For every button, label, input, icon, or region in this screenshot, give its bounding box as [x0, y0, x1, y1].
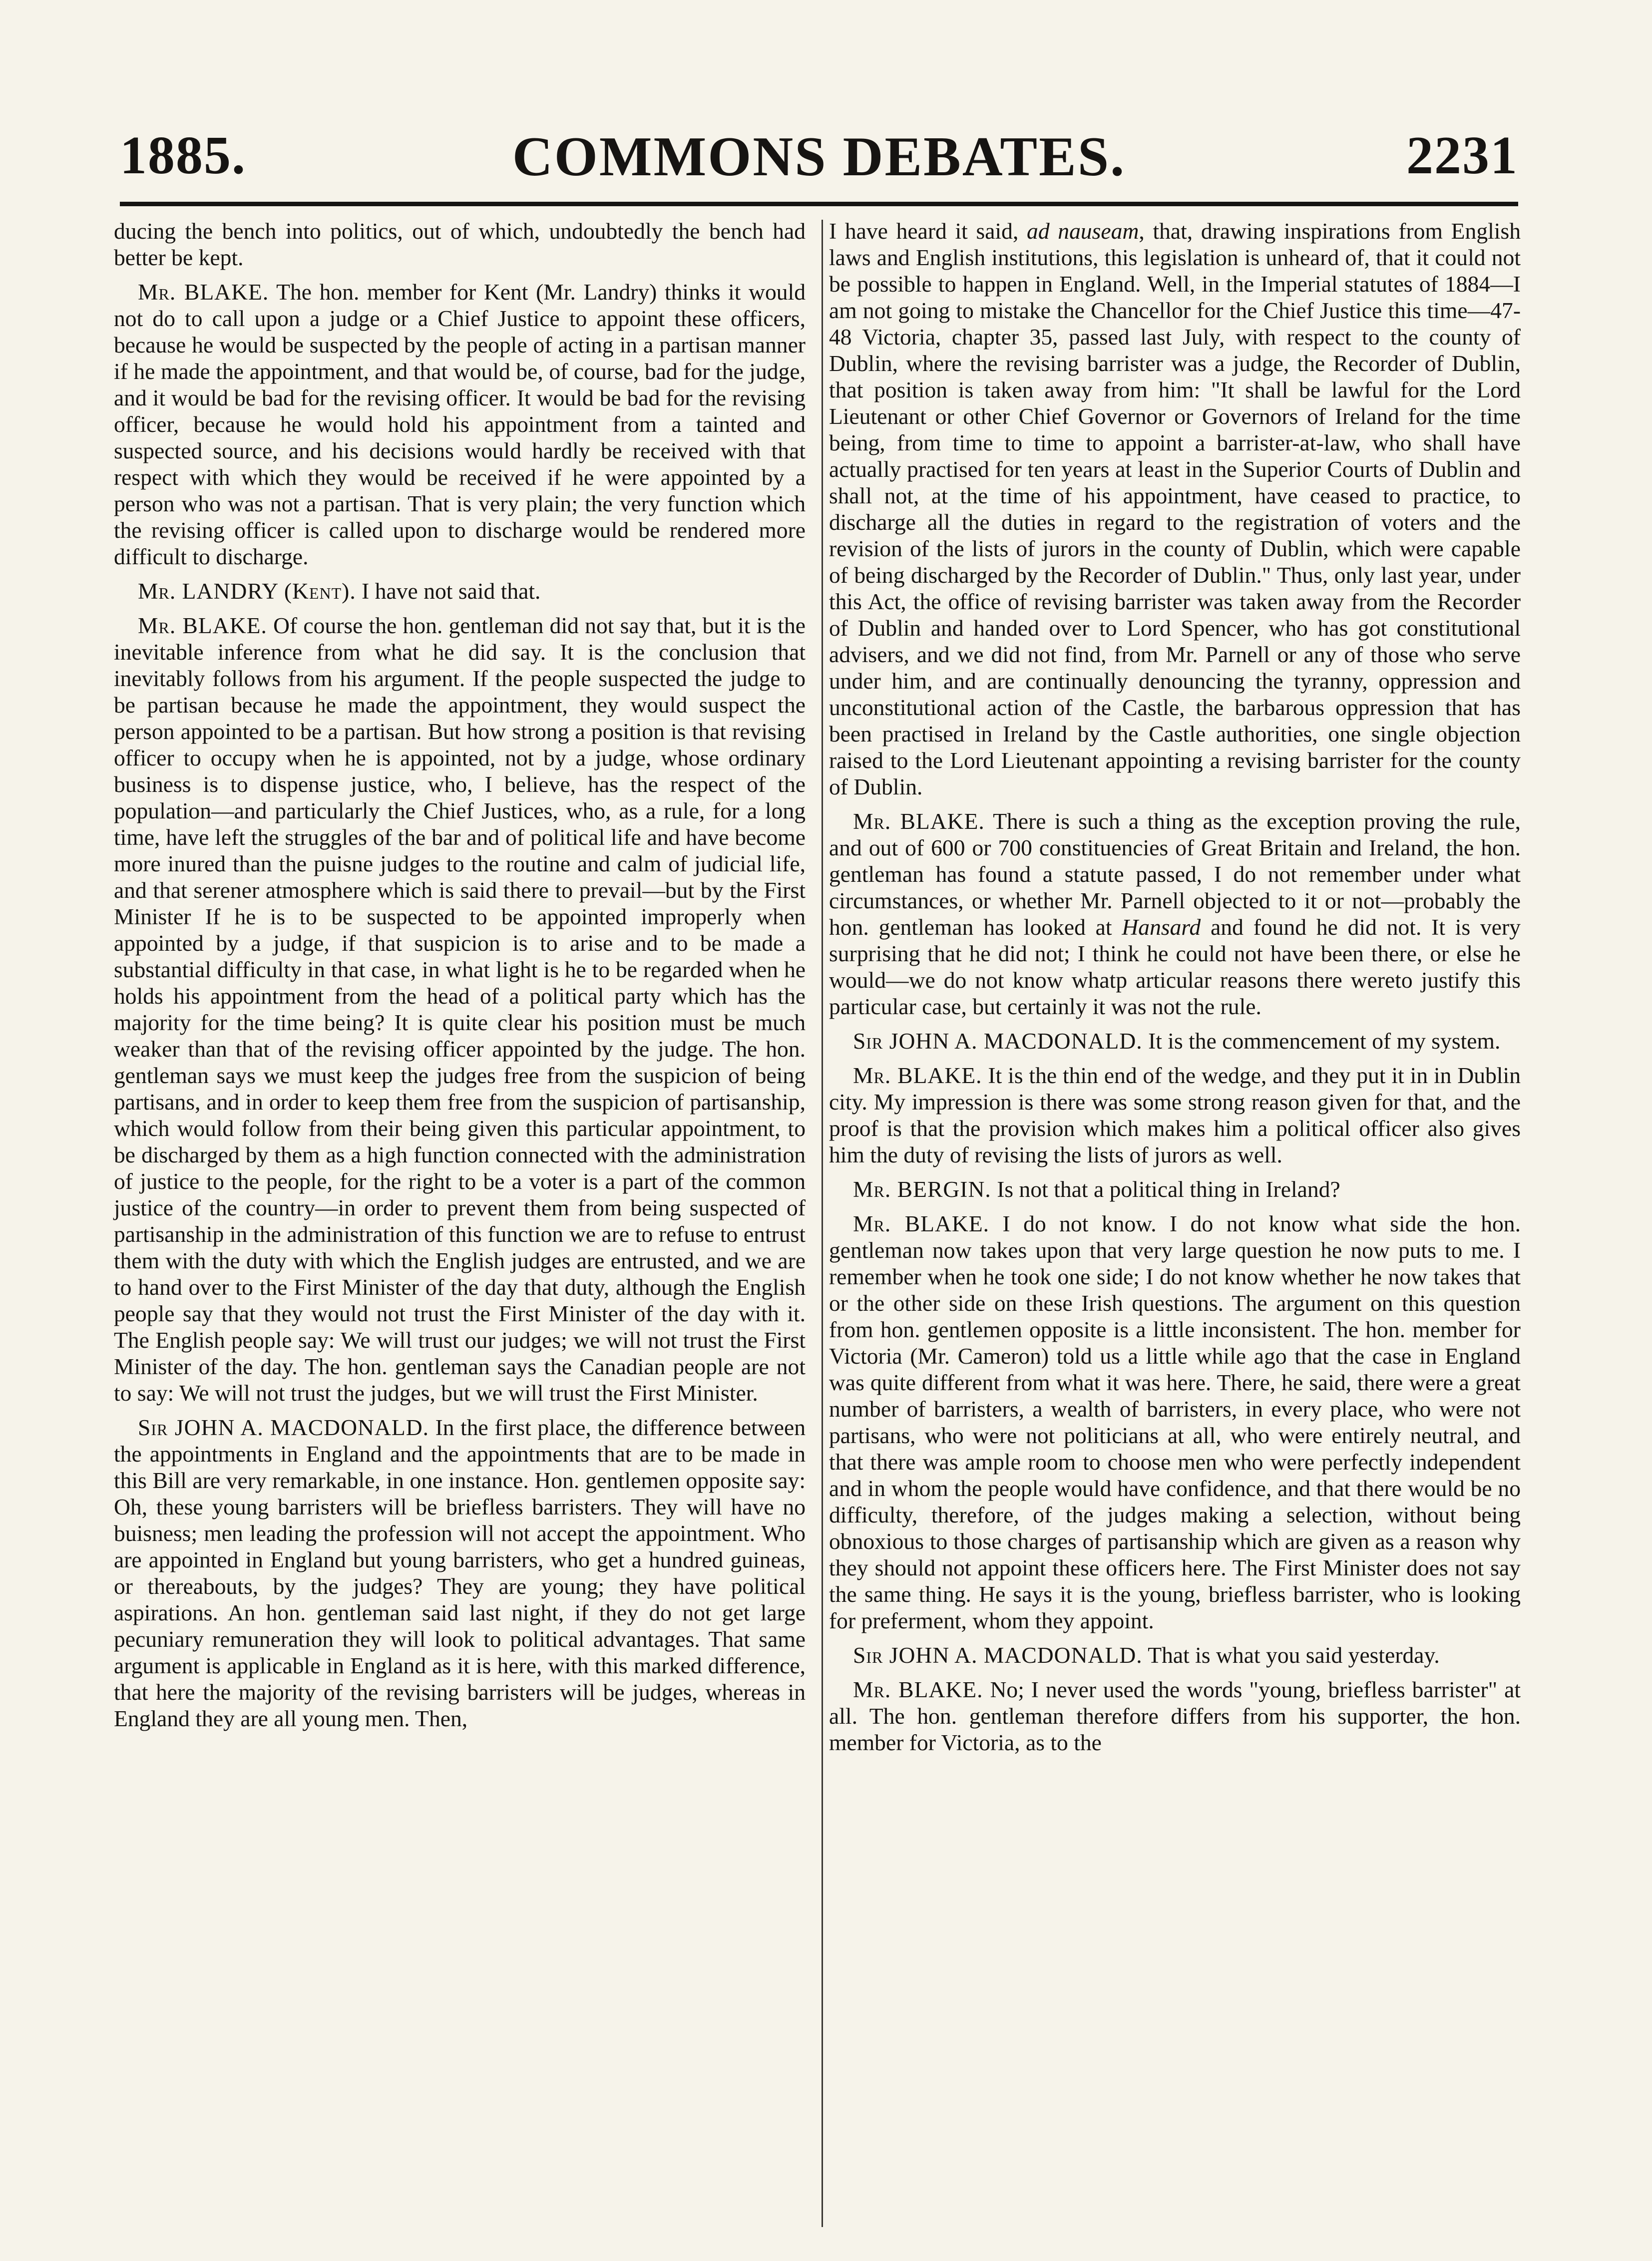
speaker-name: Mr. BLAKE. — [138, 613, 267, 638]
speaker-name: Sir JOHN A. MACDONALD. — [138, 1415, 429, 1440]
speech-text: In the first place, the difference between the appointments in England and the appointments that are to be made in this Bill are very remarkable, in one instance. Hon. gentlemen opposite say: Oh, these young barristers will be briefless barristers. They will have no buisness; men leading the profession will not accept the appointment. Who are appointed in England but young barristers, who get a hundred guineas, or thereabouts, by the judges? They are young; they have political aspirations. An hon. gentleman said last night, if they do not get large pecuniary remuneration they will look to political advantages. That same argument is applicable in England as it is here, with this marked difference, that here the majority of the revising barristers will be judges, whereas in England they are all young men. Then, — [114, 1415, 806, 1731]
header-rule — [120, 202, 1518, 206]
column-separator — [822, 220, 823, 2227]
speaker-name: Mr. BLAKE. — [853, 1677, 983, 1702]
speech-text: No; I never used the words "young, briefless barrister" at all. The hon. gentleman therefore differs from his supporter, the hon. member for Victoria, as to the — [829, 1677, 1521, 1755]
speech-text: It is the thin end of the wedge, and they put it in in Dublin city. My impression is there was some strong reason given for that, and the proof is that the provision which makes him a political officer also gives him the duty of revising the lists of jurors as well. — [829, 1063, 1521, 1167]
speaker-name: Mr. BLAKE. — [853, 1063, 982, 1088]
speech-text: There is such a thing as the exception proving the rule, and out of 600 or 700 constituencies of Great Britain and Ireland, the hon. gentleman has found a statute passed, I do not remember under what circumstances, or whether Mr. Parnell objected to it or not—probably the hon. gentleman has looked at — [829, 808, 1521, 940]
speech-text: I have heard it said, — [829, 218, 1027, 244]
speech-text: ducing the bench into politics, out of which, undoubtedly the bench had better be kept. — [114, 218, 806, 270]
page-number: 2231 — [1406, 126, 1518, 185]
speaker-name: Sir JOHN A. MACDONALD. — [853, 1028, 1143, 1054]
speech-text: I have not said that. — [362, 578, 541, 604]
italic-phrase: ad nauseam — [1027, 218, 1139, 244]
speech-text: and found he did not. It is very surprising that he did not; I think he could not have been there, or else he would—we do not know whatp articular reasons there wereto justify this particular case, but certainly it was not the rule. — [829, 914, 1521, 1019]
speech-text: That is what you said yesterday. — [1148, 1642, 1440, 1668]
header-year: 1885. — [120, 126, 246, 185]
paragraph — [829, 1028, 1521, 1054]
speaker-name: Mr. BLAKE. — [853, 1211, 990, 1236]
speaker-name: Mr. BLAKE. — [138, 279, 269, 305]
speaker-name: Sir JOHN A. MACDONALD. — [853, 1642, 1143, 1668]
speech-text: I do not know. I do not know what side the hon. gentleman now takes upon that very large question he now puts to me. I remember when he took one side; I do not know whether he now takes that or the other side on these Irish questions. The argument on this question from hon. gentlemen opposite is a little inconsistent. The hon. member for Victoria (Mr. Cameron) told us a little while ago that the case in England was quite different from what it was here. There, he said, there were a great number of barristers, a wealth of barristers, in every place, who were not partisans, who were not politicians at all, who were entirely neutral, and that there was ample room to choose men who were perfectly independent and in whom the people would have confidence, and that there would be no difficulty, therefore, of the judges making a selection, without being obnoxious to those charges of partisanship which are given as a reason why they should not appoint these officers here. The First Minister does not say the same thing. He says it is the young, briefless barrister, who is looking for preferment, whom they appoint. — [829, 1211, 1521, 1633]
speaker-name: Mr. BLAKE. — [853, 808, 985, 834]
paragraph — [829, 808, 1521, 1020]
italic-phrase: Hansard — [1122, 914, 1201, 940]
speech-text: The hon. member for Kent (Mr. Landry) thinks it would not do to call upon a judge or a Chief Justice to appoint these officers, because he would be suspected by the people of acting in a partisan manner if he made the appointment, and that would be, of course, bad for the judge, and it would be bad for the revising officer. It would be bad for the revising officer, because he would hold his appointment from a tainted and suspected source, and his decisions would hardly be received with that respect with which they would be received if he were appointed by a person who was not a partisan. That is very plain; the very function which the revising officer is called upon to discharge would be rendered more difficult to discharge. — [114, 279, 806, 569]
page-header — [120, 125, 1518, 195]
paragraph — [829, 1676, 1521, 1756]
speech-text: It is the commencement of my system. — [1148, 1028, 1501, 1054]
paragraph — [114, 612, 806, 1406]
paragraph — [829, 1210, 1521, 1634]
speaker-name: Mr. BERGIN. — [853, 1176, 991, 1202]
left-column — [114, 218, 806, 1740]
speech-text: Is not that a political thing in Ireland? — [997, 1176, 1340, 1202]
paragraph — [114, 578, 806, 604]
paragraph — [829, 218, 1521, 800]
right-column — [829, 218, 1521, 1764]
speech-text: , that, drawing inspirations from English laws and English institutions, this legislation is unheard of, that it could not be possible to happen in England. Well, in the Imperial statutes of 1884—I am not going to mistake the Chancellor for the Chief Justice this time—47-48 Victoria, chapter 35, passed last July, with respect to the county of Dublin, where the revising barrister was a judge, the Recorder of Dublin, that position is taken away from him: "It shall be lawful for the Lord Lieutenant or other Chief Governor or Governors of Ireland for the time being, from time to time to appoint a barrister-at-law, who shall have actually practised for ten years at least in the Superior Courts of Dublin and shall not, at the time of his appointment, have ceased to practice, to discharge all the duties in regard to the registration of voters and the revision of the lists of jurors in the county of Dublin, which were capable of being discharged by the Recorder of Dublin." Thus, only last year, under this Act, the office of revising barrister was taken away from the Recorder of Dublin and handed over to Lord Spencer, who has got constitutional advisers, and we did not find, from Mr. Parnell or any of those who serve under him, and are continually denouncing the tyranny, oppression and unconstitutional action of the Castle, the barbarous oppression that has been practised in Ireland by the Castle authorities, one single objection raised to the Lord Lieutenant appointing a revising barrister for the county of Dublin. — [829, 218, 1521, 799]
paragraph — [114, 218, 806, 271]
speech-text: Of course the hon. gentleman did not say that, but it is the inevitable inference from what he did say. It is the conclusion that inevitably follows from his argument. If the people suspected the judge to be partisan because he made the appointment, they would suspect the person appointed to be a partisan. But how strong a position is that revising officer to occupy when he is appointed, not by a judge, whose ordinary business is to dispense justice, who, I believe, has the respect of the population—and particularly the Chief Justices, who, as a rule, for a long time, have left the struggles of the bar and of political life and have become more inured than the puisne judges to the routine and calm of judicial life, and that serener atmosphere which is said there to prevail—but by the First Minister If he is to be suspected to be appointed improperly when appointed by a judge, if that suspicion is to arise and to be made a substantial difficulty in that case, in what light is he to be regarded when he holds his appointment from the head of a political party which has the majority for the time being? It is quite clear his position must be much weaker than that of the revising officer appointed by the judge. The hon. gentleman says we must keep the judges free from the suspicion of being partisans, and in order to keep them free from the suspicion of partisanship, which would follow from their being given this particular appointment, to be discharged by them as a high function connected with the administration of justice to the people, for the right to be a voter is a part of the common justice of the country—in order to prevent them from being suspected of partisanship in the administration of this function we are to refuse to entrust them with the duty with which the English judges are entrusted, and we are to hand over to the First Minister of the day that duty, although the English people say that they would not trust the First Minister of the day with it. The English people say: We will trust our judges; we will not trust the First Minister of the day. The hon. gentleman says the Canadian people are not to say: We will not trust the judges, but we will trust the First Minister. — [114, 613, 806, 1406]
paragraph — [829, 1176, 1521, 1202]
paragraph — [829, 1062, 1521, 1168]
speaker-name: Mr. LANDRY (Kent). — [138, 578, 356, 604]
publication-title: COMMONS DEBATES. — [512, 126, 1126, 188]
paragraph — [114, 1414, 806, 1732]
paragraph — [114, 279, 806, 570]
paragraph — [829, 1642, 1521, 1668]
